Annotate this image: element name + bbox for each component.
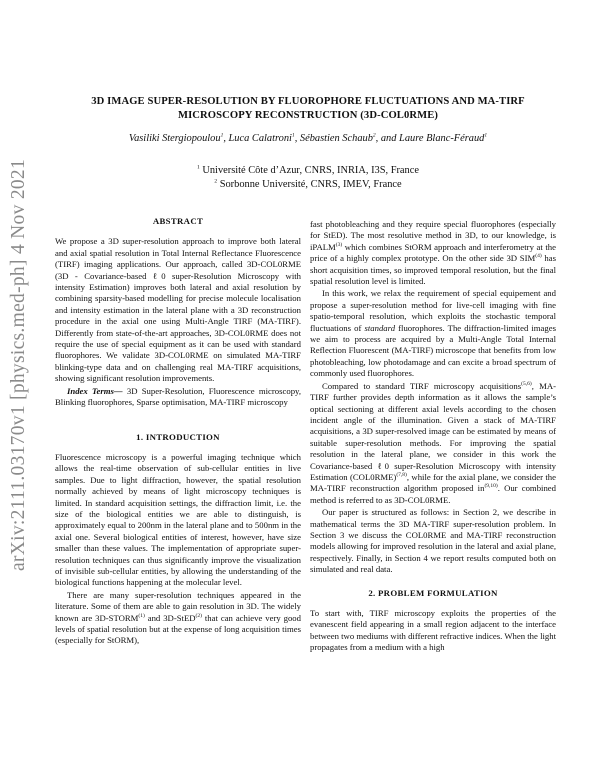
author-2-affil: 1 — [291, 132, 295, 139]
affiliation-2-text: Sorbonne Université, CNRS, IMEV, France — [217, 179, 402, 190]
author-list: Vasiliki Stergiopoulou$^1$, Luca Calatroni$^1$, Sébastien Schaub$^2$, and Laure Blanc-Féraud$^1$ — [128, 132, 488, 144]
intro-p2-text-c: that can achieve very good levels of spatial resolution but at the expense of long acquisition times (especially for StORM), — [55, 612, 301, 646]
author-4-affil: 1 — [484, 132, 488, 139]
right-p2-text-a: In this work, we relax the requirement of special equipement and propose a super-resolution method for live-cell imaging with fine spatio-temporal resolution, which exploits the stochastic temporal fluctuations of — [310, 288, 556, 333]
right-p2-text-b: fluorophores. The diffraction-limited images we aim to process are acquired by a Multi-Angle Total Internal Reflection Fluorescent (MA-TIRF) microscope that benefits from low photobleaching, low photodamage and can excite a broad spectrum of commonly used fluorophores. — [310, 322, 556, 379]
author-3: Sébastien Schaub — [299, 133, 373, 144]
right-p3-text-c: , while for the axial plane, we consider the MA-TIRF reconstruction algorithm proposed in — [310, 471, 556, 494]
citation-2: (2) — [195, 612, 202, 619]
author-4: and Laure Blanc-Féraud — [380, 133, 485, 144]
citation-7-8: (7,8) — [396, 472, 407, 479]
right-p1-text-c: has short acquisition times, so improved temporal resolution, but the final spatial resolution level is limited. — [310, 253, 556, 287]
title-line-2: MICROSCOPY RECONSTRUCTION (3D-COL0RME) — [177, 110, 438, 121]
intro-paragraph-1: Fluorescence microscopy is a powerful imaging technique which allows the real-time observation of sub-cellular entities in live samples. Due to light diffraction, however, the spatial resolution normally achieved by means of light microscopy techniques is limited. In standard acquisition settings, the diffraction limit, i.e. the size of the biological entities we are able to distinguish, is approximately equal to 200nm in the lateral plane and to 500nm in the axial one. Several biological entities of interest, however, have size smaller than these values. The implementation of appropriate super-resolution techniques can thus significantly improve the visualization of invisible sub-cellular entities, by allowing the understanding of the biological functions happening at the molecular level. — [55, 451, 301, 588]
intro-paragraph-2 — [55, 590, 301, 647]
affiliation-2-mark: 2 — [214, 178, 218, 185]
right-paragraph-4: Our paper is structured as follows: in Section 2, we describe in mathematical terms the 3D MA-TIRF super-resolution problem. In Section 3 we discuss the COL0RME and MA-TIRF reconstruction models allowing for improved resolution in the lateral and axial plane, respectively. Finally, in Section 4 we report results computed both on simulated and real data. — [310, 507, 556, 575]
left-column — [55, 216, 301, 648]
author-1-affil: 1 — [220, 132, 224, 139]
right-p3-text-b: , MA-TIRF further provides depth information as it allows the sample’s optical sectioning at different axial levels according to the chosen incident angle of the illumination. Given a stack of MA-TIRF acquisitions, a 3D super-resolved image can be estimated by means of suitable super-resolution methods. For improving the spatial resolution in the lateral plane, we consider in this work the Covariance-based ℓ0 super-Resolution Microscopy with intensity Estimation (COL0RME) — [310, 380, 556, 482]
affiliation-1-mark: 1 — [197, 164, 200, 171]
author-3-affil: 2 — [372, 132, 376, 139]
arxiv-identifier — [2, 150, 36, 580]
right-p1-text-a: fast photobleaching and they require special fluorophores (especially for StED). The most resolutive method in 3D, to our knowledge, is iPALM — [310, 219, 556, 252]
problem-formulation-heading: 2. PROBLEM FORMULATION — [368, 587, 498, 598]
citation-5-6: (5,6) — [521, 380, 532, 387]
affiliation-2 — [50, 178, 566, 192]
title-line-1: 3D IMAGE SUPER-RESOLUTION BY FLUOROPHORE FLUCTUATIONS AND MA-TIRF — [91, 96, 525, 107]
right-p3-text-a: Compared to standard TIRF microscopy acquisitions — [322, 380, 522, 391]
index-terms-text: 3D Super-Resolution, Fluorescence microscopy, Blinking fluorophores, Sparse optimisation, MA-TIRF microscopy — [55, 385, 301, 408]
citation-4: (4) — [535, 253, 542, 260]
arxiv-id-text: arXiv:2111.03170v1 [physics.med-ph] 4 Nov 2021 — [8, 158, 29, 572]
author-1: Vasiliki Stergiopoulou — [128, 133, 221, 144]
affiliations — [50, 164, 566, 192]
intro-p2-text-b: and 3D-StED — [144, 612, 196, 623]
affiliation-1-text: Université Côte d’Azur, CNRS, INRIA, I3S, France — [199, 165, 419, 176]
right-column — [310, 219, 556, 655]
citation-9-10: (9,10) — [484, 483, 498, 490]
right-paragraph-1 — [310, 219, 556, 287]
index-terms-label: Index Terms— — [67, 385, 123, 396]
right-paragraph-3 — [310, 381, 556, 506]
affiliation-1 — [50, 164, 566, 178]
intro-p2-text-a: There are many super-resolution techniques appeared in the literature. Some of them are able to gain resolution in 3D. The widely known are 3D-STORM — [55, 589, 301, 623]
right-paragraph-5: To start with, TIRF microscopy exploits the properties of the evanescent field appearing in a small region adjacent to the interface between two mediums with different refractive indices. When the light propagates from a medium with a high — [310, 608, 556, 653]
right-p3-text-d: . Our combined method is referred to as 3D-COL0RME. — [310, 483, 556, 505]
index-terms — [55, 386, 301, 409]
right-p1-text-b: which combines StORM approach and interferometry at the price of a highly complex prototype. On the other side 3D SIM — [310, 241, 556, 264]
citation-3: (3) — [335, 241, 343, 248]
right-p2-emphasis: standard — [364, 322, 396, 333]
abstract-heading: ABSTRACT — [152, 216, 204, 226]
paper-title — [50, 95, 566, 123]
right-paragraph-2 — [310, 288, 556, 379]
introduction-heading: 1. INTRODUCTION — [136, 431, 220, 442]
author-2: Luca Calatroni — [228, 133, 292, 144]
citation-1: (1) — [138, 612, 145, 619]
abstract-body: We propose a 3D super-resolution approach to improve both lateral and axial spatial resolution in Total Internal Reflectance Fluorescence (TIRF) imaging applications. Our approach, called 3D-COL0RME (3D - Covariance-based ℓ0 super-Resolution Microscopy with intensity Estimation) improves both lateral and axial resolution by combining sparsity-based modelling for precise molecule localisation and intensity estimation in the lateral plane with a 3D reconstruction procedure in the axial one using Multi-Angle TIRF (MA-TIRF). Differently from state-of-the-art approaches, 3D-COL0RME does not require the use of special equipment as it can be used with standard fluorophores. We validate 3D-COL0RME on simulated MA-TIRF blinking-type data and on challenging real MA-TIRF acquisitions, showing significant resolution improvements. — [55, 236, 301, 384]
